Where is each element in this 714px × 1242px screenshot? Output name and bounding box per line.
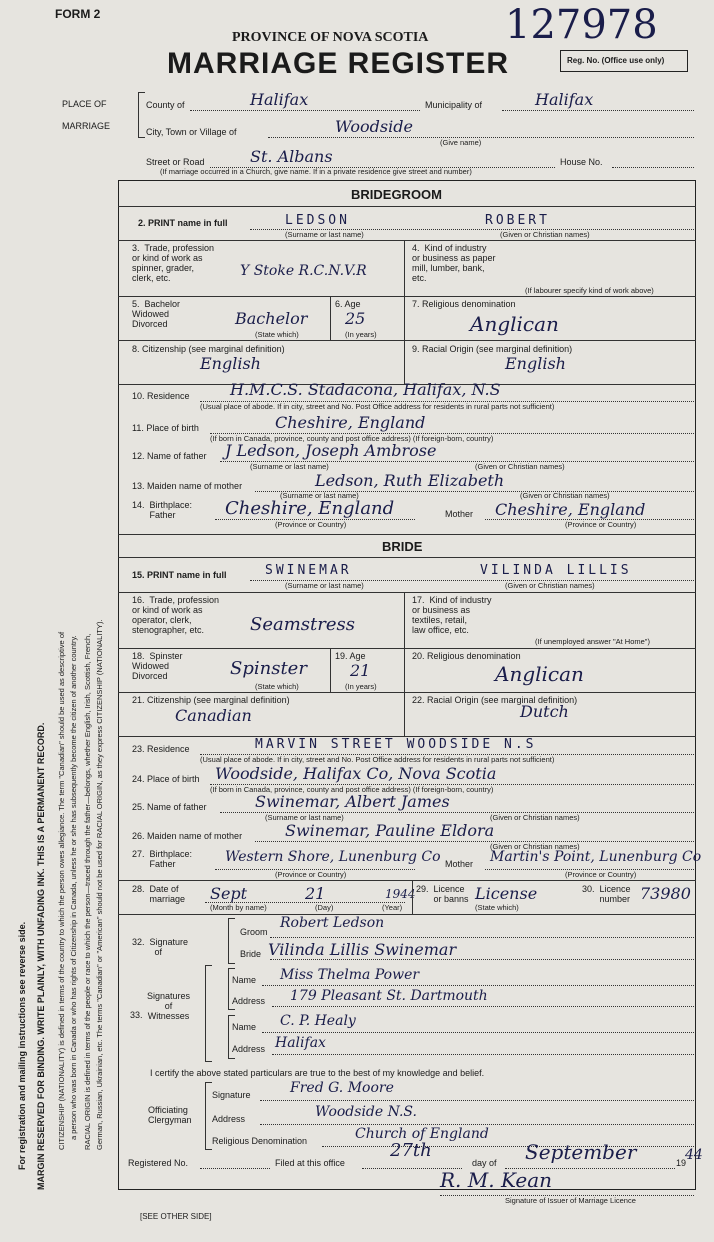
bride-residence-value: MARVIN STREET WOODSIDE N.S [255, 737, 537, 752]
groom-residence-label: 10. Residence [132, 391, 190, 401]
side-citizenship-2: a person who was born in Canada or who has rights of Citizenship in Canada, unless he or she has subsequently become the citizen of another country. [69, 635, 78, 1140]
groom-religion-label: 7. Religious denomination [412, 299, 516, 309]
licence-banns-label: 29. Licence or banns [416, 884, 469, 904]
witness2-address-label: Address [232, 1044, 266, 1054]
bride-signature: Vilinda Lillis Swinemar [268, 940, 457, 959]
groom-marital-label: 5. Bachelor Widowed Divorced [132, 299, 181, 329]
issuer-caption: Signature of Issuer of Marriage Licence [505, 1196, 636, 1205]
groom-given-caption: (Given or Christian names) [500, 230, 590, 239]
marriage-day: 21 [305, 884, 326, 903]
witness1-address: 179 Pleasant St. Dartmouth [290, 988, 488, 1004]
groom-birthplace-label: 11. Place of birth [132, 423, 199, 433]
groom-mother-label-2: Mother [445, 509, 474, 519]
clergy-signature: Fred G. Moore [290, 1080, 394, 1096]
bride-father-given-caption: (Given or Christian names) [490, 813, 580, 822]
clergy-denomination-label: Religious Denomination [212, 1136, 308, 1146]
bride-mother-given-caption: (Given or Christian names) [490, 842, 580, 851]
give-name-caption: (Give name) [440, 138, 482, 147]
groom-sig-label: Groom [240, 927, 268, 937]
filed-day: 27th [390, 1140, 432, 1161]
city-value: Woodside [335, 117, 413, 136]
groom-mother-surname-caption: (Surname or last name) [280, 491, 359, 500]
street-label: Street or Road [146, 157, 205, 167]
bride-print-label: 15. PRINT name in full [132, 570, 227, 580]
groom-mother-birthplace: Cheshire, England [495, 500, 646, 519]
place-of-label: PLACE OF [62, 99, 107, 109]
bride-heading: BRIDE [382, 539, 423, 554]
bride-religion-value: Anglican [495, 662, 584, 686]
groom-print-label: 2. PRINT name in full [138, 218, 228, 228]
bride-industry-label: 17. Kind of industry or business as textiles, retail, law office, etc. [412, 595, 492, 635]
groom-age-caption: (In years) [345, 330, 377, 339]
county-label: County of [146, 100, 185, 110]
groom-age-value: 25 [345, 309, 366, 328]
groom-age-label: 6. Age [335, 299, 361, 309]
licence-number-value: 73980 [640, 884, 691, 903]
province-heading: PROVINCE OF NOVA SCOTIA [232, 30, 429, 45]
groom-mother-label: 13. Maiden name of mother [132, 481, 243, 491]
year-caption: (Year) [382, 903, 403, 912]
bride-father-value: Swinemar, Albert James [255, 792, 450, 811]
bride-industry-note: (If unemployed answer "At Home") [535, 637, 650, 646]
bride-mother-prov-caption: (Province or Country) [565, 870, 637, 879]
witness2-name-label: Name [232, 1022, 257, 1032]
witness1-name: Miss Thelma Power [280, 967, 420, 983]
groom-citizenship-label: 8. Citizenship (see marginal definition) [132, 344, 285, 354]
bride-age-caption: (In years) [345, 682, 377, 691]
groom-residence-caption: (Usual place of abode. If in city, street and No. Post Office address for residents in rural parts not sufficient) [200, 402, 555, 411]
church-note: (If marriage occurred in a Church, give name. If in a private residence give street and number) [160, 167, 472, 176]
place-bracket [138, 92, 145, 138]
filed-month: September [525, 1140, 637, 1164]
groom-state-caption: (State which) [255, 330, 299, 339]
city-label: City, Town or Village of [146, 127, 237, 137]
bride-birthplace-label: 24. Place of birth [132, 774, 200, 784]
side-racial-1: RACIAL ORIGIN is defined in terms of the people or race to which the person—traced through the father—belongs, whether English, Irish, Scottish, French, [83, 633, 92, 1150]
bride-racial-value: Dutch [520, 702, 569, 721]
registered-no-label: Registered No. [128, 1158, 189, 1168]
bride-mother-value: Swinemar, Pauline Eldora [285, 821, 495, 840]
groom-father-birthplace: Cheshire, England [225, 498, 395, 519]
groom-parents-birthplace-label: 14. Birthplace: Father [132, 500, 193, 520]
filed-label: Filed at this office [275, 1158, 345, 1168]
groom-marital-value: Bachelor [235, 309, 308, 328]
bride-mother-label: 26. Maiden name of mother [132, 831, 243, 841]
clergy-denomination: Church of England [355, 1126, 489, 1142]
clergy-address: Woodside N.S. [315, 1104, 417, 1120]
bride-sig-label: Bride [240, 949, 262, 959]
bride-given-names: VILINDA LILLIS [480, 563, 632, 578]
groom-father-label: 12. Name of father [132, 451, 207, 461]
side-racial-2: German, Russian, Ukrainian, etc. The terms "Canadian" or "American" should not be used for RACIAL ORIGIN, as they express CITIZENSHIP (NATIONALITY). [95, 619, 104, 1150]
bride-father-label: 25. Name of father [132, 802, 207, 812]
bride-mother-label-2: Mother [445, 859, 474, 869]
bride-religion-label: 20. Religious denomination [412, 651, 521, 661]
licence-state-caption: (State which) [475, 903, 519, 912]
witness1-address-label: Address [232, 996, 266, 1006]
groom-given-names: ROBERT [485, 213, 550, 228]
bridegroom-heading: BRIDEGROOM [351, 187, 442, 202]
groom-racial-label: 9. Racial Origin (see marginal definition) [412, 344, 573, 354]
bride-father-surname-caption: (Surname or last name) [265, 813, 344, 822]
groom-trade-value: Y Stoke R.C.N.V.R [240, 263, 367, 279]
marriage-label: MARRIAGE [62, 121, 111, 131]
bride-marital-value: Spinster [230, 658, 307, 679]
bride-surname-caption: (Surname or last name) [285, 581, 364, 590]
document-title: MARRIAGE REGISTER [167, 47, 510, 80]
bride-age-label: 19. Age [335, 651, 366, 661]
side-margin-note: MARGIN RESERVED FOR BINDING. WRITE PLAINLY, WITH UNFADING INK. THIS IS A PERMANENT RECORD. [36, 722, 46, 1190]
witness2-name: C. P. Healy [280, 1013, 356, 1029]
bride-citizenship-label: 21. Citizenship (see marginal definition) [132, 695, 290, 705]
groom-trade-label: 3. Trade, profession or kind of work as spinner, grader, clerk, etc. [132, 243, 215, 283]
side-instructions: For registration and mailing instructions see reverse side. [17, 921, 27, 1170]
bride-father-birthplace: Western Shore, Lunenburg Co [225, 849, 441, 865]
witness1-name-label: Name [232, 975, 257, 985]
groom-industry-label: 4. Kind of industry or business as paper mill, lumber, bank, etc. [412, 243, 496, 283]
issuer-signature: R. M. Kean [440, 1168, 553, 1192]
see-other-side: [SEE OTHER SIDE] [140, 1212, 212, 1221]
witness2-address: Halifax [275, 1035, 326, 1051]
groom-residence-value: H.M.C.S. Stadacona, Halifax, N.S [230, 380, 501, 399]
municipality-label: Municipality of [425, 100, 483, 110]
day-of-label: day of [472, 1158, 497, 1168]
witness-number: 33. [130, 1010, 143, 1020]
groom-racial-value: English [505, 354, 566, 373]
licence-number-label: 30. Licence number [582, 884, 631, 904]
bride-given-caption: (Given or Christian names) [505, 581, 595, 590]
groom-birthplace-caption: (If born in Canada, province, county and post office address) (If foreign-born, country) [210, 434, 494, 443]
witness-label: Signatures of Witnesses [147, 991, 191, 1021]
bride-birthplace-value: Woodside, Halifax Co, Nova Scotia [215, 764, 497, 783]
bride-marital-label: 18. Spinster Widowed Divorced [132, 651, 183, 681]
bride-state-caption: (State which) [255, 682, 299, 691]
groom-father-given-caption: (Given or Christian names) [475, 462, 565, 471]
bride-residence-label: 23. Residence [132, 744, 190, 754]
marriage-date-label: 28. Date of marriage [132, 884, 186, 904]
bride-mother-birthplace: Martin's Point, Lunenburg Co [490, 849, 702, 865]
side-citizenship-1: CITIZENSHIP (NATIONALITY) is defined in terms of the country to which the person owes allegiance. The term "Canadian" should be used as descriptive of [57, 631, 66, 1150]
groom-father-value: J Ledson, Joseph Ambrose [225, 441, 437, 460]
groom-industry-note: (If labourer specify kind of work above) [525, 286, 654, 295]
officiating-label: Officiating Clergyman [148, 1105, 192, 1125]
form-number: FORM 2 [55, 7, 101, 21]
bride-trade-value: Seamstress [250, 614, 355, 635]
house-label: House No. [560, 157, 603, 167]
filed-year: 44 [685, 1147, 703, 1163]
municipality-value: Halifax [535, 90, 594, 109]
groom-mother-given-caption: (Given or Christian names) [520, 491, 610, 500]
groom-citizenship-value: English [200, 354, 261, 373]
marriage-month: Sept [210, 884, 248, 903]
groom-signature: Robert Ledson [280, 915, 385, 931]
signature-of-label: 32. Signature of [132, 937, 189, 957]
bride-birthplace-caption: (If born in Canada, province, county and post office address) (If foreign-born, country) [210, 785, 494, 794]
year-prefix: 19 [676, 1158, 687, 1168]
groom-surname-caption: (Surname or last name) [285, 230, 364, 239]
bride-surname: SWINEMAR [265, 563, 352, 578]
clergy-address-label: Address [212, 1114, 246, 1124]
groom-birthplace-value: Cheshire, England [275, 413, 426, 432]
bride-racial-label: 22. Racial Origin (see marginal definition) [412, 695, 578, 705]
groom-father-prov-caption: (Province or Country) [275, 520, 347, 529]
groom-mother-prov-caption: (Province or Country) [565, 520, 637, 529]
bride-citizenship-value: Canadian [175, 706, 252, 725]
marriage-year: 1944 [385, 887, 416, 901]
reg-no-box [560, 50, 688, 72]
reg-no-label: Reg. No. (Office use only) [567, 56, 665, 65]
clergy-signature-label: Signature [212, 1090, 251, 1100]
bride-parents-birthplace-label: 27. Birthplace: Father [132, 849, 193, 869]
groom-religion-value: Anglican [470, 312, 559, 336]
certify-statement: I certify the above stated particulars are true to the best of my knowledge and belief. [150, 1068, 485, 1078]
bride-trade-label: 16. Trade, profession or kind of work as operator, clerk, stenographer, etc. [132, 595, 220, 635]
handwritten-register-number: 127978 [505, 2, 658, 48]
street-value: St. Albans [250, 147, 333, 166]
groom-surname: LEDSON [285, 213, 350, 228]
bride-age-value: 21 [350, 661, 371, 680]
month-caption: (Month by name) [210, 903, 267, 912]
bride-father-prov-caption: (Province or Country) [275, 870, 347, 879]
groom-mother-value: Ledson, Ruth Elizabeth [315, 471, 505, 490]
licence-banns-value: License [475, 884, 538, 903]
county-value: Halifax [250, 90, 309, 109]
groom-father-surname-caption: (Surname or last name) [250, 462, 329, 471]
day-caption: (Day) [315, 903, 334, 912]
bride-residence-caption: (Usual place of abode. If in city, street and No. Post Office address for residents in rural parts not sufficient) [200, 755, 555, 764]
